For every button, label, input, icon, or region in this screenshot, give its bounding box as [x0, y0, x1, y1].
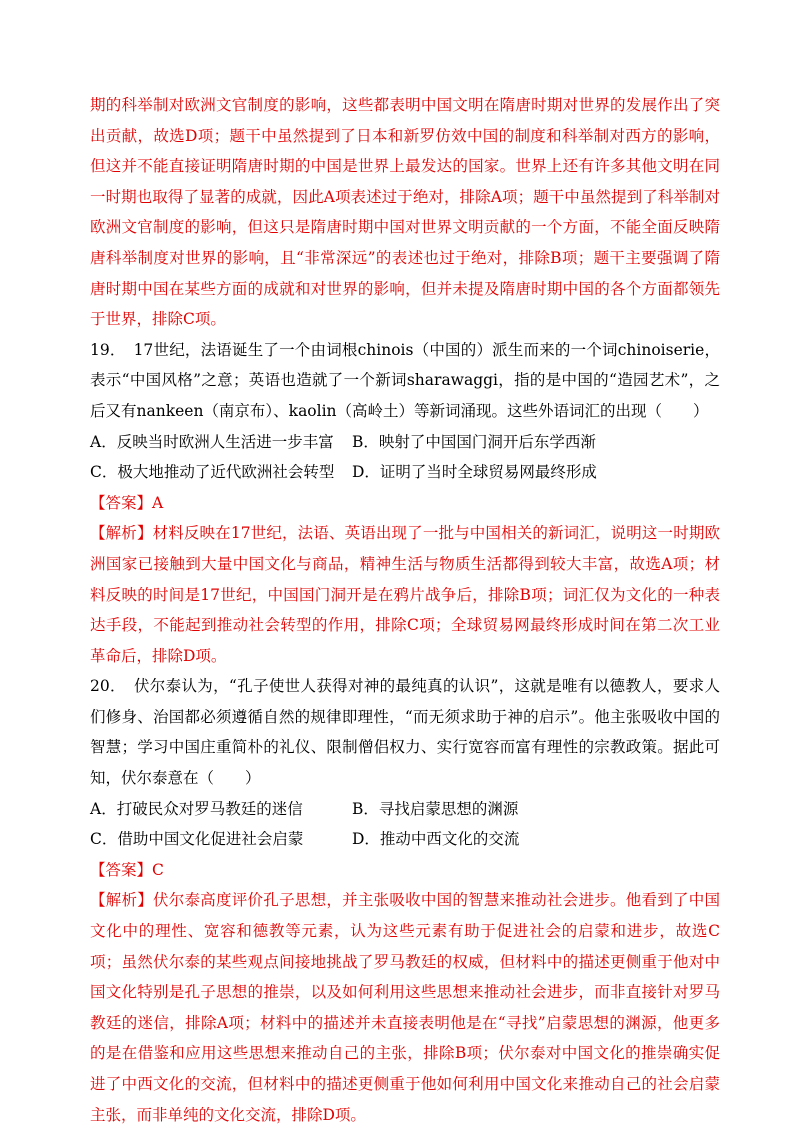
question-20-analysis: 【解析】伏尔泰高度评价孔子思想，并主张吸收中国的智慧来推动社会进步。他看到了中国文化中的理性、宽容和德教等元素，认为这些元素有助于促进社会的启蒙和进步，故选C项；虽然伏尔泰的某些观点间接地挑战了罗马教廷的权威，但材料中的描述更侧重于他对中国文化特别是孔子思想的推崇，以及如何利用这些思想来推动社会进步，而非直接针对罗马教廷的迷信，排除A项；材料中的描述并未直接表明他是在“寻找”启蒙思想的渊源，他更多的是在借鉴和应用这些思想来推动自己的主张，排除B项；伏尔泰对中国文化的推崇确实促进了中西文化的交流，但材料中的描述更侧重于他如何利用中国文化来推动自己的社会启蒙主张，而非单纯的文化交流，排除D项。: [90, 891, 720, 1124]
question-19-option-b: B．映射了中国国门洞开后东学西渐: [352, 432, 596, 451]
question-20-option-a: A．打破民众对罗马教廷的迷信: [90, 799, 303, 818]
question-20-options-row-1: [90, 794, 720, 825]
question-20-answer: 【答案】C: [90, 860, 164, 879]
question-19-option-d: D．证明了当时全球贸易网最终形成: [352, 463, 597, 482]
question-19-option-a: A．反映当时欧洲人生活进一步丰富: [90, 432, 334, 451]
question-20-stem: 20． 伏尔泰认为，“孔子使世人获得对神的最纯真的认识”，这就是唯有以德教人，要求人们修身、治国都必须遵循自然的规律即理性，“而无须求助于神的启示”。他主张吸收中国的智慧；学习中国庄重简朴的礼仪、限制僧侣权力、实行宽容而富有理性的宗教政策。据此可知，伏尔泰意在（ ）: [90, 677, 720, 788]
question-19-options-row-1: [90, 427, 720, 458]
question-19-options-row-2: [90, 457, 720, 488]
question-20-options-row-2: [90, 824, 720, 855]
question-19-analysis: 【解析】材料反映在17世纪，法语、英语出现了一批与中国相关的新词汇，说明这一时期欧洲国家已接触到大量中国文化与商品，精神生活与物质生活都得到较大丰富，故选A项；材料反映的时间是17世纪，中国国门洞开是在鸦片战争后，排除B项；词汇仅为文化的一种表达手段，不能起到推动社会转型的作用，排除C项；全球贸易网最终形成时间在第二次工业革命后，排除D项。: [90, 524, 720, 665]
previous-question-analysis: 期的科举制对欧洲文官制度的影响，这些都表明中国文明在隋唐时期对世界的发展作出了突出贡献，故选D项；题干中虽然提到了日本和新罗仿效中国的制度和科举制对西方的影响，但这并不能直接证明隋唐时期的中国是世界上最发达的国家。世界上还有许多其他文明在同一时期也取得了显著的成就，因此A项表述过于绝对，排除A项；题干中虽然提到了科举制对欧洲文官制度的影响，但这只是隋唐时期中国对世界文明贡献的一个方面，不能全面反映隋唐科举制度对世界的影响，且“非常深远”的表述也过于绝对，排除B项；题干主要强调了隋唐时期中国在某些方面的成就和对世界的影响，但并未提及隋唐时期中国的各个方面都领先于世界，排除C项。: [90, 96, 720, 329]
page-content: [90, 90, 720, 1130]
question-20-option-b: B．寻找启蒙思想的渊源: [352, 799, 519, 818]
question-20-option-d: D．推动中西文化的交流: [352, 830, 520, 849]
question-19-option-c: C．极大地推动了近代欧洲社会转型: [90, 463, 335, 482]
question-20-option-c: C．借助中国文化促进社会启蒙: [90, 830, 304, 849]
question-19-answer: 【答案】A: [90, 493, 164, 512]
question-19-stem: 19． 17世纪，法语诞生了一个由词根chinois（中国的）派生而来的一个词chinoiserie，表示“中国风格”之意；英语也造就了一个新词sharawaggi，指的是中国的“造园艺术”，之后又有nankeen（南京布）、kaolin（高岭土）等新词涌现。这些外语词汇的出现（ ）: [90, 340, 720, 420]
